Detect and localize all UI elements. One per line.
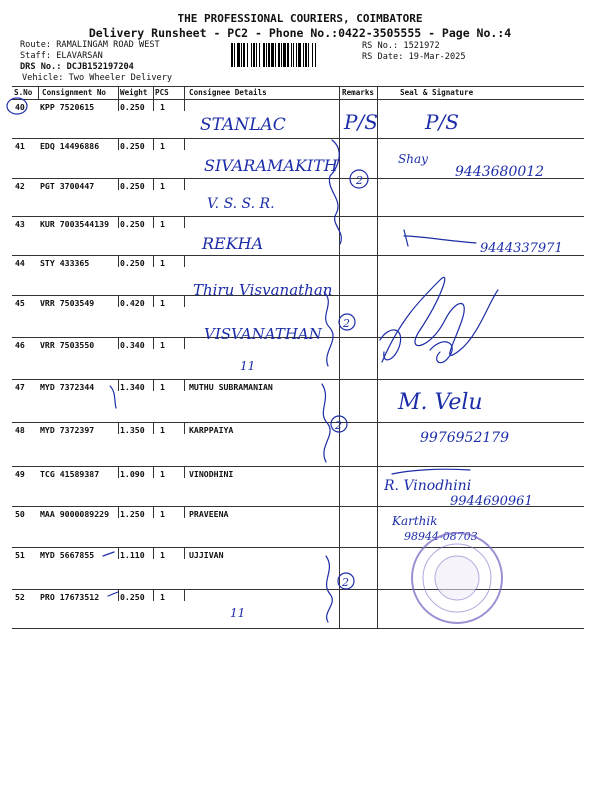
handwritten-remark-40: P/S (344, 110, 378, 134)
runsheet-title: Delivery Runsheet - PC2 - Phone No.:0422-3505555 - Page No.:4 (88, 26, 512, 40)
cell-divider (153, 178, 154, 190)
rs-no-line (362, 41, 440, 51)
signature-underline-49 (392, 469, 470, 474)
remarks-bracket-48 (322, 384, 330, 462)
cell-divider (118, 589, 119, 601)
row-weight: 0.250 (120, 181, 145, 191)
row-weight: 0.250 (120, 102, 145, 112)
row-sno: 46 (15, 340, 25, 350)
row-consignment-no: MYD 7372397 (40, 425, 95, 435)
cell-divider (118, 255, 119, 267)
cell-divider (153, 422, 154, 434)
row-consignee: KARPPAIYA (189, 425, 234, 435)
cell-divider (118, 422, 119, 434)
row-consignment-no: PRO 17673512 (40, 592, 100, 602)
cell-divider (184, 178, 185, 190)
signature-scribble-46b (430, 342, 452, 363)
header-divider (118, 86, 119, 99)
cell-divider (184, 255, 185, 267)
header-divider (153, 86, 154, 99)
cell-divider (118, 337, 119, 349)
barcode-bar (312, 43, 313, 67)
cell-divider (153, 255, 154, 267)
cell-divider (118, 506, 119, 518)
row-sno: 40 (15, 102, 25, 112)
cell-divider (153, 547, 154, 559)
cell-divider (153, 295, 154, 307)
row-consignment-no: KPP 7520615 (40, 102, 95, 112)
row-weight: 1.250 (120, 509, 145, 519)
row-weight: 0.340 (120, 340, 145, 350)
row-rule (12, 466, 584, 467)
handwritten-consignee-46: VISVANATHAN (204, 325, 322, 343)
row-consignment-no: EDQ 14496886 (40, 141, 100, 151)
row-pcs: 1 (160, 340, 165, 350)
row-pcs: 1 (160, 382, 165, 392)
cell-divider (153, 216, 154, 228)
header-bottom-rule (12, 99, 584, 100)
handwritten-remark-41: 2 (356, 174, 363, 187)
barcode-bar (256, 43, 257, 67)
row-rule (12, 379, 584, 380)
strike-mark-51 (103, 552, 114, 556)
cell-divider (153, 337, 154, 349)
strike-mark-47 (110, 386, 116, 408)
row-consignment-no: MAA 9000089229 (40, 509, 110, 519)
barcode-bar (263, 43, 265, 67)
row-consignment-no: PGT 3700447 (40, 181, 95, 191)
col-sno-header: S.No (14, 88, 33, 97)
barcode-bar (275, 43, 276, 67)
row-sno: 43 (15, 219, 25, 229)
row-pcs: 1 (160, 298, 165, 308)
signature-scribble-45 (382, 277, 498, 362)
cell-divider (184, 337, 185, 349)
barcode-bar (283, 43, 286, 67)
row-pcs: 1 (160, 181, 165, 191)
barcode-bar (287, 43, 289, 67)
barcode-bar (231, 43, 233, 67)
row-consignment-no: TCG 41589387 (40, 469, 100, 479)
rs-no-label: RS No.: (362, 41, 399, 51)
handwritten-consignee-44: Thiru Visvanathan (193, 281, 333, 299)
rs-date-line (362, 52, 466, 62)
col-consignment-header: Consignment No (42, 88, 107, 97)
drs-line (20, 62, 134, 72)
barcode-bar (247, 43, 248, 67)
handwritten-sign-49-phone: 9944690961 (450, 494, 533, 509)
handwritten-remark-48: 2 (335, 419, 342, 432)
barcode-bar (237, 43, 240, 67)
cell-divider (118, 216, 119, 228)
barcode-bar (243, 43, 245, 67)
barcode-bar (268, 43, 270, 67)
barcode-bar (259, 43, 260, 67)
row-sno: 41 (15, 141, 25, 151)
barcode-bar (298, 43, 301, 67)
barcode-bar (241, 43, 242, 67)
handwritten-ditto-46: 11 (240, 359, 256, 373)
drs-value: DCJB152197204 (66, 62, 134, 72)
barcode-bar (281, 43, 282, 67)
handwritten-sign-47: M. Velu (398, 390, 483, 415)
route-value: RAMALINGAM ROAD WEST (56, 40, 160, 50)
drs-label: DRS No.: (20, 62, 62, 72)
cell-divider (184, 422, 185, 434)
barcode-bar (278, 43, 280, 67)
strike-mark-52 (108, 592, 118, 596)
cell-divider (184, 589, 185, 601)
barcode-bar (291, 43, 292, 67)
col-consignee-header: Consignee Details (189, 88, 267, 97)
route-label: Route: (20, 40, 52, 50)
signature-scribble-43 (404, 230, 476, 246)
rs-date-value: 19-Mar-2025 (408, 52, 466, 62)
row-rule (12, 422, 584, 423)
header-divider (38, 86, 39, 99)
handwritten-consignee-42: V. S. S. R. (207, 196, 275, 212)
rs-no-value: 1521972 (403, 41, 440, 51)
vehicle-label: Vehicle: (22, 73, 64, 83)
cell-divider (118, 466, 119, 478)
row-consignment-no: VRR 7503549 (40, 298, 95, 308)
row-consignee: MUTHU SUBRAMANIAN (189, 382, 273, 392)
row-rule (12, 547, 584, 548)
handwritten-sign-41-name: Shay (398, 152, 428, 166)
col-signature-header: Seal & Signature (400, 88, 474, 97)
cell-divider (184, 216, 185, 228)
row-weight: 0.250 (120, 592, 145, 602)
handwritten-sign-41-phone: 9443680012 (455, 164, 545, 180)
staff-label: Staff: (20, 51, 52, 61)
cell-divider (184, 506, 185, 518)
barcode-bar (271, 43, 274, 67)
cell-divider (184, 379, 185, 391)
row-sno: 51 (15, 550, 25, 560)
row-sno: 44 (15, 258, 25, 268)
row-sno: 49 (15, 469, 25, 479)
barcode (231, 43, 357, 67)
handwritten-sign-48-phone: 9976952179 (420, 430, 510, 446)
handwritten-sign-49-name: R. Vinodhini (384, 478, 472, 494)
row-weight: 0.420 (120, 298, 145, 308)
handwritten-remark-51: 2 (342, 576, 349, 589)
cell-divider (118, 379, 119, 391)
barcode-bar (253, 43, 255, 67)
cell-divider (184, 138, 185, 150)
row-pcs: 1 (160, 550, 165, 560)
row-sno: 50 (15, 509, 25, 519)
barcode-bar (315, 43, 316, 67)
rs-date-label: RS Date: (362, 52, 404, 62)
row-sno: 47 (15, 382, 25, 392)
row-pcs: 1 (160, 592, 165, 602)
barcode-bar (266, 43, 267, 67)
handwritten-sign-40: P/S (425, 110, 459, 134)
row-weight: 0.250 (120, 141, 145, 151)
row-pcs: 1 (160, 509, 165, 519)
barcode-bar (234, 43, 235, 67)
barcode-bar (308, 43, 309, 67)
row-pcs: 1 (160, 425, 165, 435)
row-pcs: 1 (160, 219, 165, 229)
row-consignee: VINODHINI (189, 469, 234, 479)
row-pcs: 1 (160, 469, 165, 479)
handwritten-consignee-41: SIVARAMAKITH (204, 156, 338, 175)
barcode-bar (296, 43, 297, 67)
cell-divider (153, 138, 154, 150)
row-weight: 1.350 (120, 425, 145, 435)
row-sno: 42 (15, 181, 25, 191)
cell-divider (153, 466, 154, 478)
cell-divider (118, 99, 119, 111)
staff-value: ELAVARSAN (56, 51, 103, 61)
row-rule (12, 138, 584, 139)
cell-divider (184, 99, 185, 111)
row-weight: 1.340 (120, 382, 145, 392)
table-top-rule (12, 86, 584, 87)
row-weight: 0.250 (120, 258, 145, 268)
row-sno: 52 (15, 592, 25, 602)
row-consignee: UJJIVAN (189, 550, 224, 560)
handwritten-consignee-43: REKHA (202, 234, 264, 253)
cell-divider (153, 379, 154, 391)
cell-divider (153, 99, 154, 111)
handwritten-sign-43-phone: 9444337971 (480, 241, 563, 256)
row-pcs: 1 (160, 258, 165, 268)
row-consignment-no: KUR 7003544139 (40, 219, 110, 229)
row-rule (12, 628, 584, 629)
cell-divider (118, 547, 119, 559)
handwritten-ditto-52: 11 (230, 606, 246, 620)
route-line (20, 40, 160, 50)
col-pcs-header: PCS (155, 88, 169, 97)
col-weight-header: Weight (120, 88, 148, 97)
row-consignee: PRAVEENA (189, 509, 229, 519)
signature-scribble-46 (380, 330, 401, 360)
col-remarks-header: Remarks (342, 88, 375, 97)
vehicle-line (22, 73, 172, 83)
row-pcs: 1 (160, 141, 165, 151)
barcode-bar (305, 43, 307, 67)
row-weight: 0.250 (120, 219, 145, 229)
cell-divider (184, 466, 185, 478)
barcode-bar (303, 43, 304, 67)
row-pcs: 1 (160, 102, 165, 112)
cell-divider (118, 138, 119, 150)
row-weight: 1.090 (120, 469, 145, 479)
handwritten-sign-50-name: Karthik (392, 514, 438, 528)
row-weight: 1.110 (120, 550, 145, 560)
row-rule (12, 589, 584, 590)
staff-line (20, 51, 103, 61)
row-sno: 48 (15, 425, 25, 435)
cell-divider (184, 547, 185, 559)
handwritten-consignee-40: STANLAC (200, 115, 286, 135)
handwritten-remark-45: 2 (343, 317, 350, 330)
row-consignment-no: STY 433365 (40, 258, 90, 268)
row-consignment-no: MYD 5667855 (40, 550, 95, 560)
cell-divider (153, 589, 154, 601)
barcode-bar (293, 43, 294, 67)
row-sno: 45 (15, 298, 25, 308)
vehicle-value: Two Wheeler Delivery (68, 73, 173, 83)
barcode-bar (251, 43, 252, 67)
cell-divider (118, 295, 119, 307)
row-rule (12, 216, 584, 217)
cell-divider (153, 506, 154, 518)
remarks-bracket-45 (324, 292, 333, 366)
row-consignment-no: VRR 7503550 (40, 340, 95, 350)
cell-divider (118, 178, 119, 190)
row-consignment-no: MYD 7372344 (40, 382, 95, 392)
header-divider (184, 86, 185, 99)
company-title: THE PROFESSIONAL COURIERS, COIMBATORE (177, 12, 423, 25)
cell-divider (184, 295, 185, 307)
handwritten-sign-50-phone: 98944-08703 (404, 530, 478, 543)
